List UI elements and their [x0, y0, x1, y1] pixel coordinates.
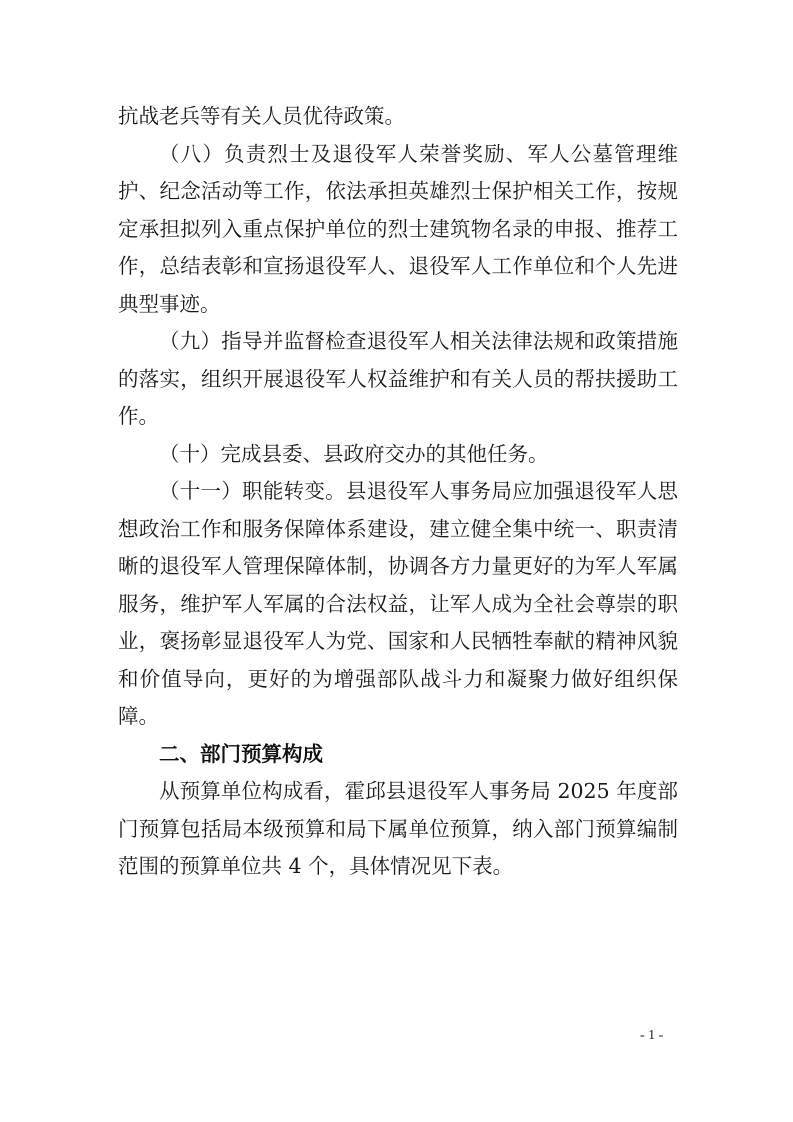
paragraph-item-9: （九）指导并监督检查退役军人相关法律法规和政策措施的落实，组织开展退役军人权益维护和有关人员的帮扶援助工作。	[118, 329, 678, 428]
budget-composition-paragraph: 从预算单位构成看，霍邱县退役军人事务局 2025 年度部门预算包括局本级预算和局下属单位预算，纳入部门预算编制范围的预算单位共 4 个，具体情况见下表。	[118, 779, 678, 878]
document-body	[118, 98, 678, 886]
paragraph-item-10: （十）完成县委、县政府交办的其他任务。	[159, 441, 549, 466]
paragraph-item-8: （八）负责烈士及退役军人荣誉奖励、军人公墓管理维护、纪念活动等工作，依法承担英雄烈士保护相关工作，按规定承担拟列入重点保护单位的烈士建筑物名录的申报、推荐工作，总结表彰和宣扬退役军人、退役军人工作单位和个人先进典型事迹。	[118, 141, 678, 316]
paragraph-item-11: （十一）职能转变。县退役军人事务局应加强退役军人思想政治工作和服务保障体系建设，建立健全集中统一、职责清晰的退役军人管理保障体制，协调各方力量更好的为军人军属服务，维护军人军属的合法权益，让军人成为全社会尊崇的职业，褒扬彰显退役军人为党、国家和人民牺牲奉献的精神风貌和价值导向，更好的为增强部队战斗力和凝聚力做好组织保障。	[118, 479, 678, 728]
section-heading: 二、部门预算构成	[159, 741, 323, 766]
continuation-paragraph: 抗战老兵等有关人员优待政策。	[118, 104, 405, 128]
page-number: - 1 -	[640, 1028, 664, 1043]
